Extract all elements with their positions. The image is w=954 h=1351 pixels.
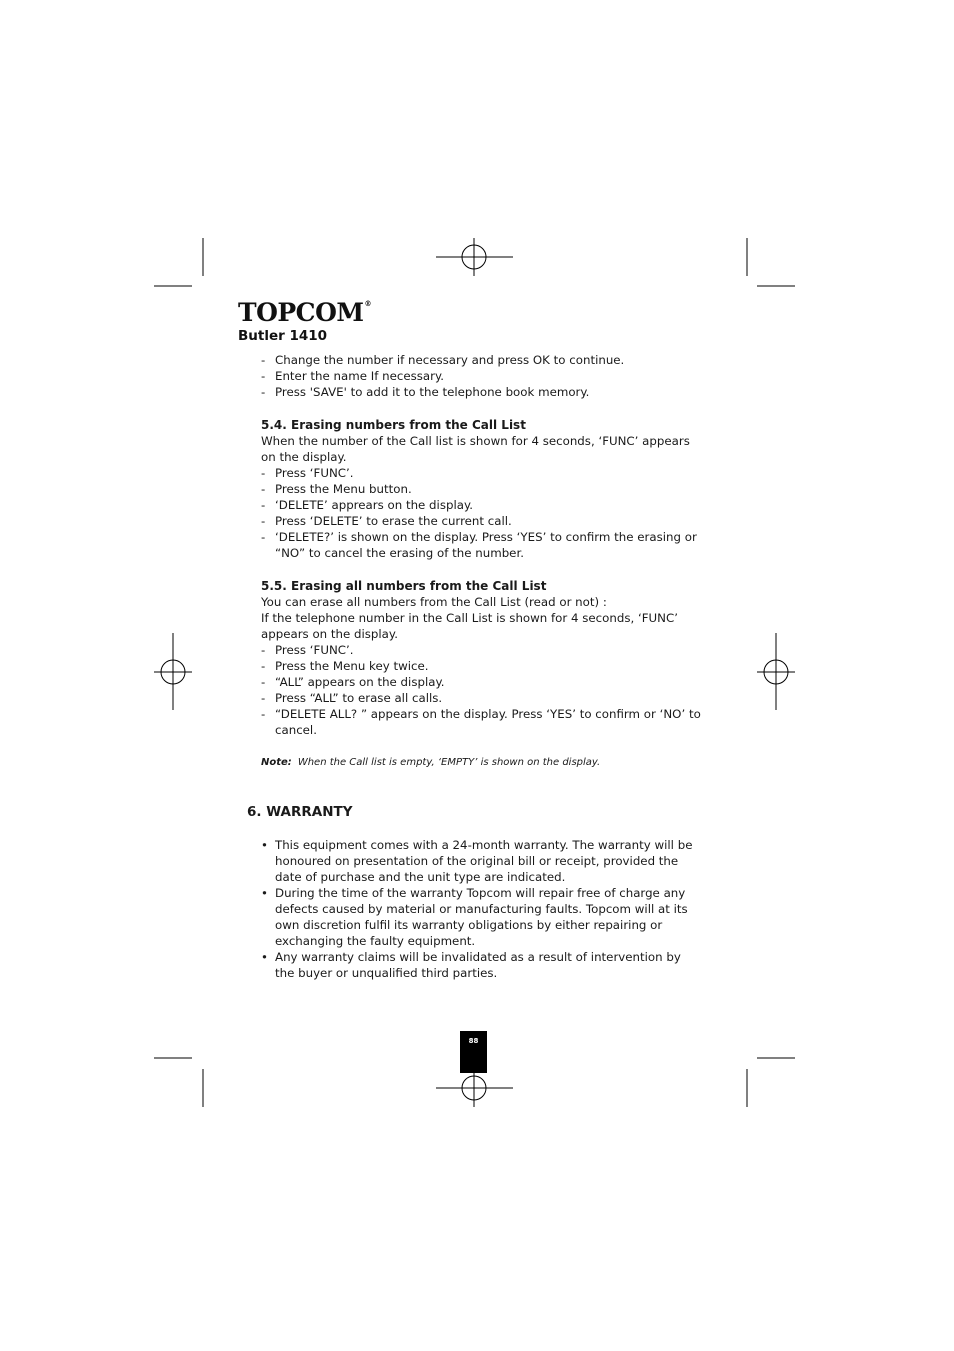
warranty-bullets [261,837,701,981]
section-5-5-intro-1: You can erase all numbers from the Call List (read or not) : [261,595,607,609]
product-model: Butler 1410 [238,328,328,344]
list-item: - Press “ALL” to erase all calls. [261,690,701,706]
list-item: - Press ‘DELETE’ to erase the current call. [261,513,701,529]
section-5-5-intro-2: If the telephone number in the Call List is shown for 4 seconds, ‘FUNC’ appears on the display. [261,611,678,641]
intro-steps [261,352,701,400]
page-content [247,352,701,981]
list-item: • Any warranty claims will be invalidated as a result of intervention by the buyer or unqualified third parties. [261,949,701,981]
list-item: - Press ‘FUNC’. [261,465,701,481]
section-5-5-heading: 5.5. Erasing all numbers from the Call List [261,579,547,593]
list-item: - Press the Menu button. [261,481,701,497]
list-item: - Change the number if necessary and press OK to continue. [261,352,701,368]
page-number: 88 [460,1031,487,1073]
brand-logo [238,300,371,344]
list-item: - Press 'SAVE' to add it to the telephone book memory. [261,384,701,400]
list-item: - Press the Menu key twice. [261,658,701,674]
list-item: • This equipment comes with a 24-month warranty. The warranty will be honoured on presentation of the original bill or receipt, provided the date of purchase and the unit type are indicated. [261,837,701,885]
section-5-4-intro: When the number of the Call list is shown for 4 seconds, ‘FUNC’ appears on the display. [261,434,690,464]
note-label: Note: [261,757,292,768]
list-item: - “DELETE ALL? ” appears on the display. Press ‘YES’ to confirm or ‘NO’ to cancel. [261,706,701,738]
section-6-heading: 6. WARRANTY [247,804,353,820]
list-item: • During the time of the warranty Topcom will repair free of charge any defects caused by material or manufacturing faults. Topcom will at its own discretion fulfil its warranty obligations by either repairing or exchanging the faulty equipment. [261,885,701,949]
list-item: - ‘DELETE’ apprears on the display. [261,497,701,513]
section-5-4-heading: 5.4. Erasing numbers from the Call List [261,418,526,432]
brand-wordmark: TOPCOM® [238,298,372,327]
list-item: - Enter the name If necessary. [261,368,701,384]
list-item: - ‘DELETE?’ is shown on the display. Press ‘YES’ to confirm the erasing or “NO” to cancel the erasing of the number. [261,529,701,561]
section-5-5-steps [261,642,701,738]
note-text: When the Call list is empty, ‘EMPTY’ is shown on the display. [297,757,601,768]
section-5-4-steps [261,465,701,561]
note [261,756,701,770]
registered-mark: ® [364,299,372,308]
list-item: - Press ‘FUNC’. [261,642,701,658]
list-item: - “ALL” appears on the display. [261,674,701,690]
